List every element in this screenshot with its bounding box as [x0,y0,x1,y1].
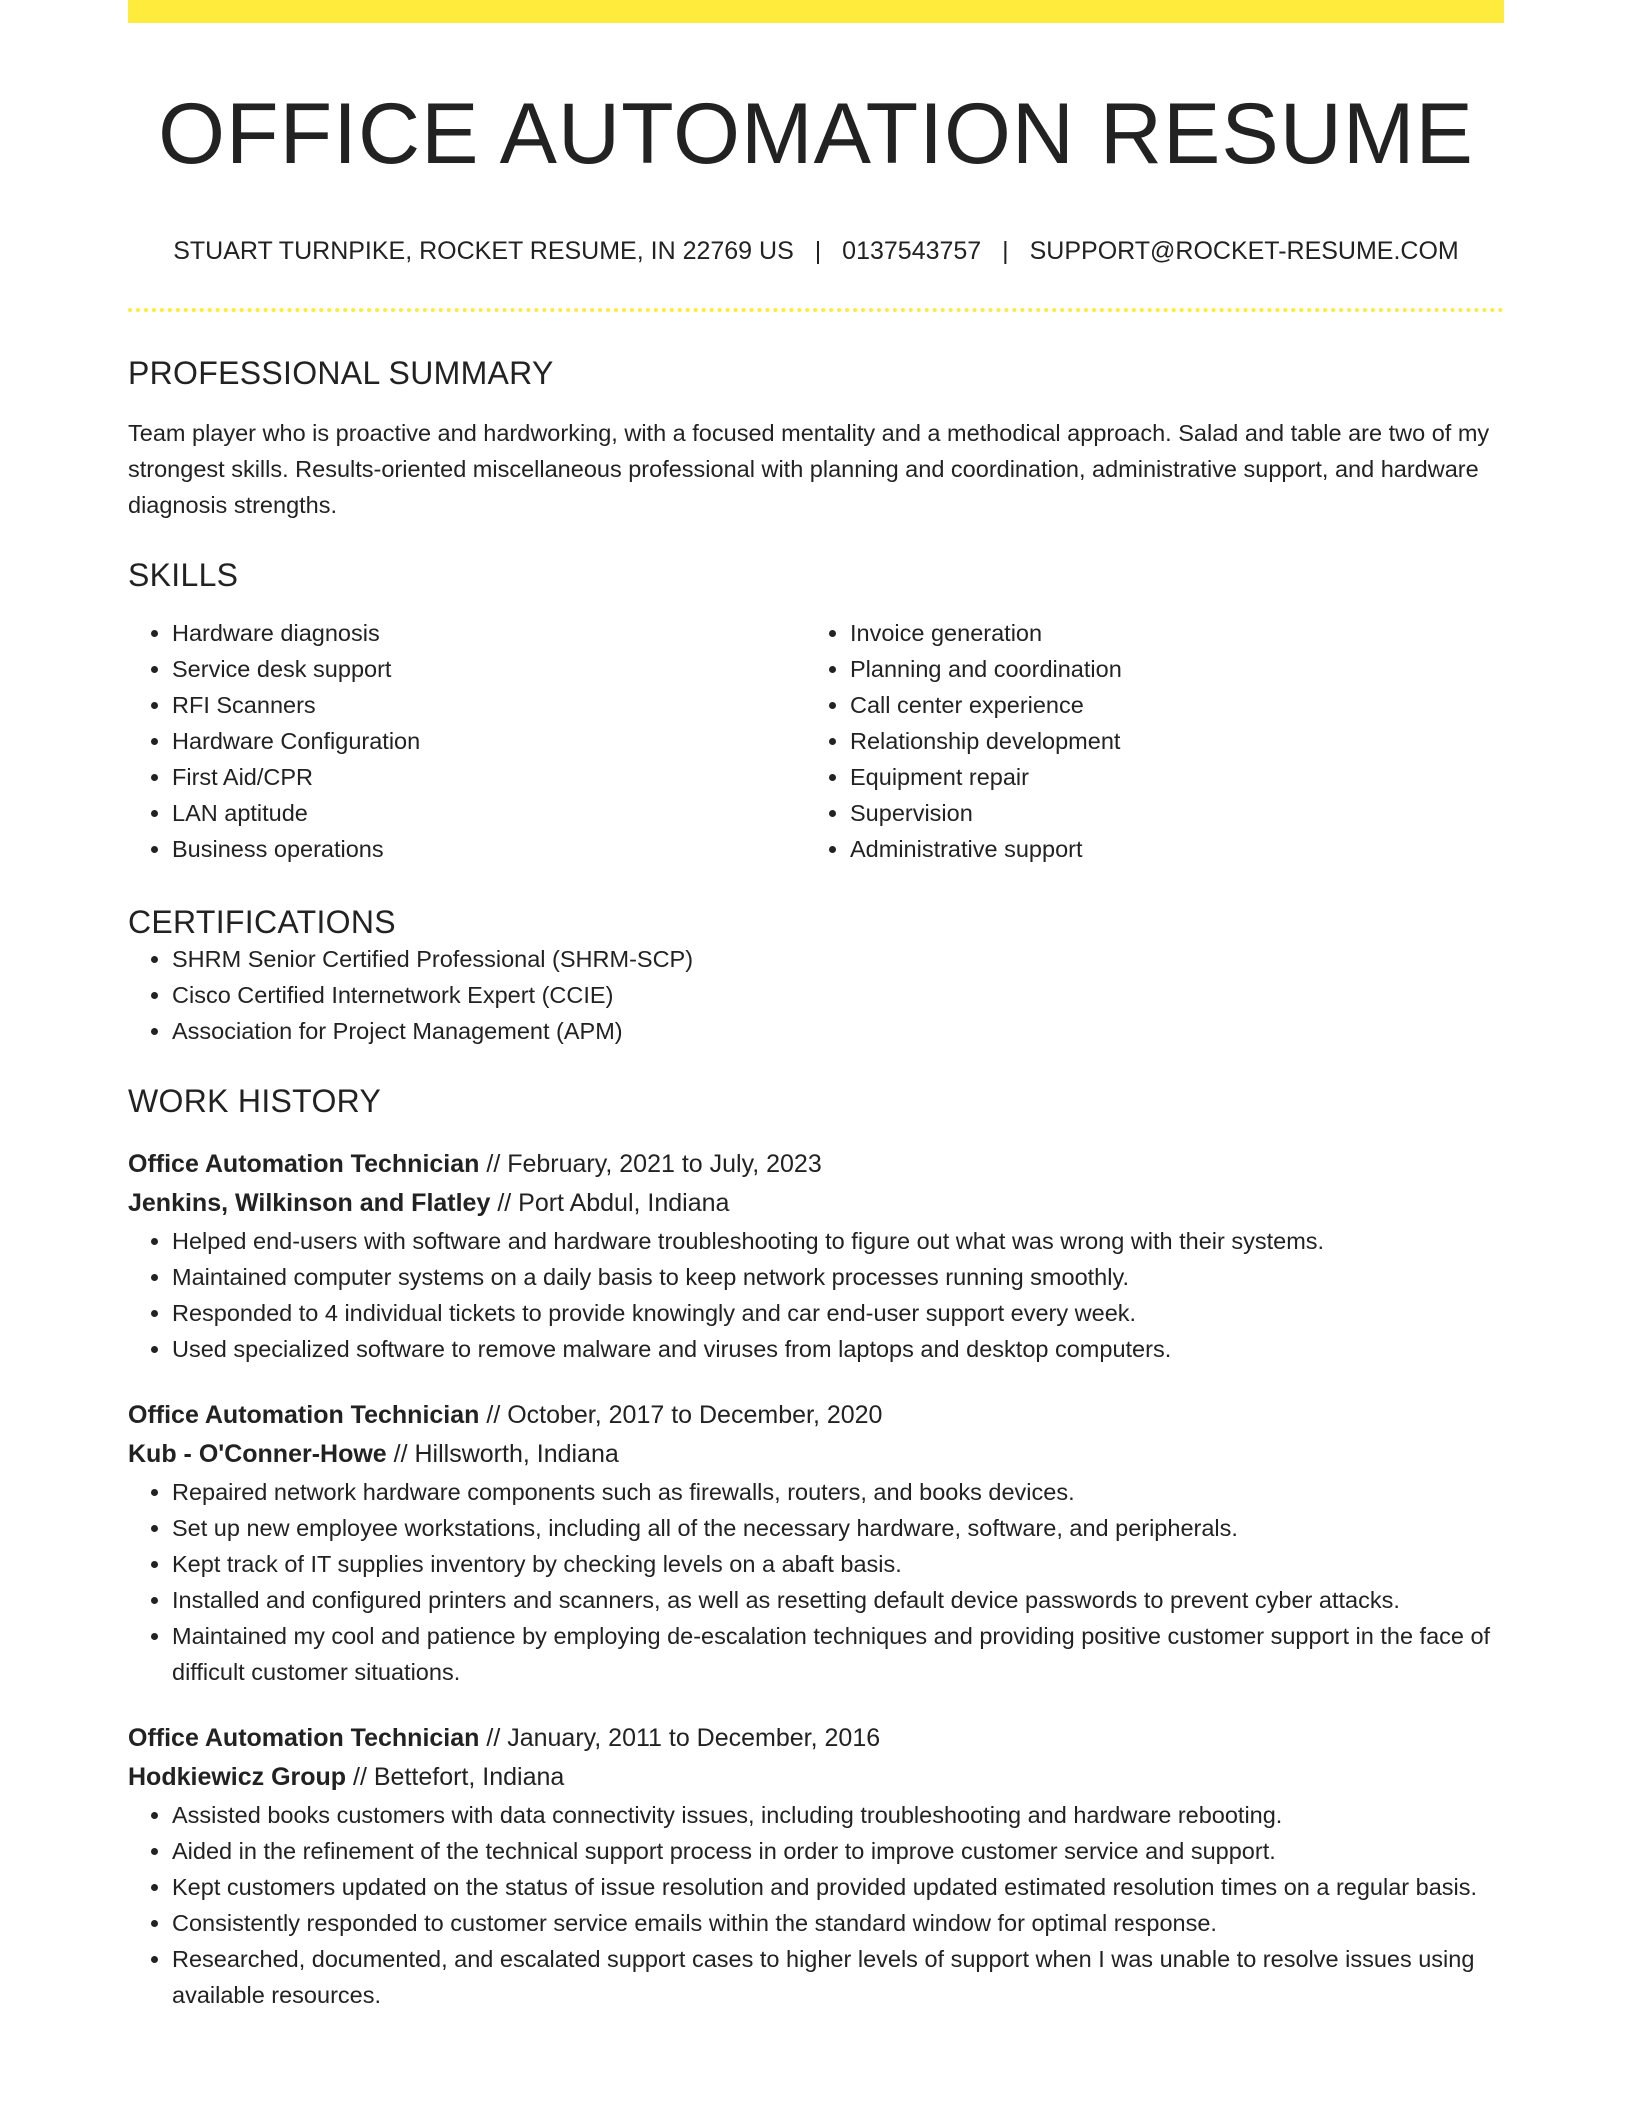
skills-column-left [128,615,806,867]
skill-item: • Planning and coordination [850,651,1484,687]
job-bullet: • Kept customers updated on the status of issue resolution and provided updated estimated resolution times on a regular basis. [172,1869,1504,1905]
job-bullet: • Kept track of IT supplies inventory by checking levels on a abaft basis. [172,1546,1504,1582]
certification-item: • SHRM Senior Certified Professional (SHRM-SCP) [172,941,1504,977]
skill-item: • Supervision [850,795,1484,831]
job-bullet: • Maintained computer systems on a daily basis to keep network processes running smoothly. [172,1259,1504,1295]
job-bullet: • Consistently responded to customer service emails within the standard window for optimal response. [172,1905,1504,1941]
skill-item: • Equipment repair [850,759,1484,795]
job-bullet: • Repaired network hardware components such as firewalls, routers, and books devices. [172,1474,1504,1510]
job-company: Hodkiewicz Group [128,1762,347,1791]
certifications-list [128,941,1504,1049]
job-bullet: • Used specialized software to remove malware and viruses from laptops and desktop computers. [172,1331,1504,1367]
skill-item: • Hardware Configuration [172,723,806,759]
skill-item: • Invoice generation [850,615,1484,651]
skill-item: • RFI Scanners [172,687,806,723]
skills-list-right [806,615,1484,867]
summary-heading: PROFESSIONAL SUMMARY [128,355,554,392]
contact-separator: | [1002,237,1009,266]
work-history-heading: WORK HISTORY [128,1083,382,1120]
skill-item: • First Aid/CPR [172,759,806,795]
summary-text: Team player who is proactive and hardworking, with a focused mentality and a methodical approach. Salad and table are two of my strongest skills. Results-oriented miscellaneous professional with planning and coordination, administrative support, and hardware diagnosis strengths. [128,419,1490,518]
skill-item: • Administrative support [850,831,1484,867]
job-role: Office Automation Technician [128,1400,480,1429]
job-company-line [128,1435,1504,1474]
resume-page [128,0,1504,2013]
contact-phone: 0137543757 [842,237,982,266]
skill-item: • LAN aptitude [172,795,806,831]
skill-item: • Service desk support [172,651,806,687]
job-location: // Hillsworth, Indiana [386,1439,619,1468]
certification-item: • Association for Project Management (APM) [172,1013,1504,1049]
skills-grid [128,615,1504,867]
job-dates: // January, 2011 to December, 2016 [479,1723,881,1752]
job-bullet-list [128,1474,1504,1690]
job-company: Kub - O'Conner-Howe [128,1439,387,1468]
job-bullet: • Aided in the refinement of the technical support process in order to improve customer service and support. [172,1833,1504,1869]
job-bullet-list [128,1797,1504,2013]
contact-separator: | [814,237,822,266]
job-bullet: • Installed and configured printers and scanners, as well as resetting default device passwords to prevent cyber attacks. [172,1582,1504,1618]
job-company: Jenkins, Wilkinson and Flatley [128,1188,491,1217]
job-location: // Port Abdul, Indiana [490,1188,730,1217]
contact-email: SUPPORT@ROCKET-RESUME.COM [1029,237,1459,266]
job-role: Office Automation Technician [128,1149,480,1178]
job-bullet: • Helped end-users with software and hardware troubleshooting to figure out what was wrong with their systems. [172,1223,1504,1259]
job-bullet: • Responded to 4 individual tickets to provide knowingly and car end-user support every week. [172,1295,1504,1331]
job-bullet: • Researched, documented, and escalated support cases to higher levels of support when I was unable to resolve issues using available resources. [172,1941,1504,2013]
job-company-line [128,1758,1504,1797]
job-entry [128,1396,1504,1690]
skill-item: • Relationship development [850,723,1484,759]
job-bullet: • Assisted books customers with data connectivity issues, including troubleshooting and hardware rebooting. [172,1797,1504,1833]
skill-item: • Business operations [172,831,806,867]
job-entry [128,1145,1504,1367]
dotted-divider [128,308,1504,312]
job-entry [128,1719,1504,2013]
skill-item: • Call center experience [850,687,1484,723]
job-location: // Bettefort, Indiana [346,1762,565,1791]
certification-item: • Cisco Certified Internetwork Expert (CCIE) [172,977,1504,1013]
skills-list-left [128,615,806,867]
certifications-heading: CERTIFICATIONS [128,903,396,940]
contact-address: STUART TURNPIKE, ROCKET RESUME, IN 22769 US [173,237,794,266]
job-role: Office Automation Technician [128,1723,480,1752]
job-role-line [128,1719,1504,1758]
job-role-line [128,1145,1504,1184]
job-bullet: • Set up new employee workstations, including all of the necessary hardware, software, and peripherals. [172,1510,1504,1546]
skill-item: • Hardware diagnosis [172,615,806,651]
skills-column-right [806,615,1484,867]
job-bullet: • Maintained my cool and patience by employing de-escalation techniques and providing positive customer support in the face of difficult customer situations. [172,1618,1504,1690]
job-role-line [128,1396,1504,1435]
job-company-line [128,1184,1504,1223]
contact-line [128,234,1504,269]
job-bullet-list [128,1223,1504,1367]
skills-heading: SKILLS [128,556,239,593]
job-dates: // October, 2017 to December, 2020 [479,1400,883,1429]
resume-title: OFFICE AUTOMATION RESUME [158,86,1474,182]
job-dates: // February, 2021 to July, 2023 [479,1149,822,1178]
accent-bar [128,0,1504,23]
